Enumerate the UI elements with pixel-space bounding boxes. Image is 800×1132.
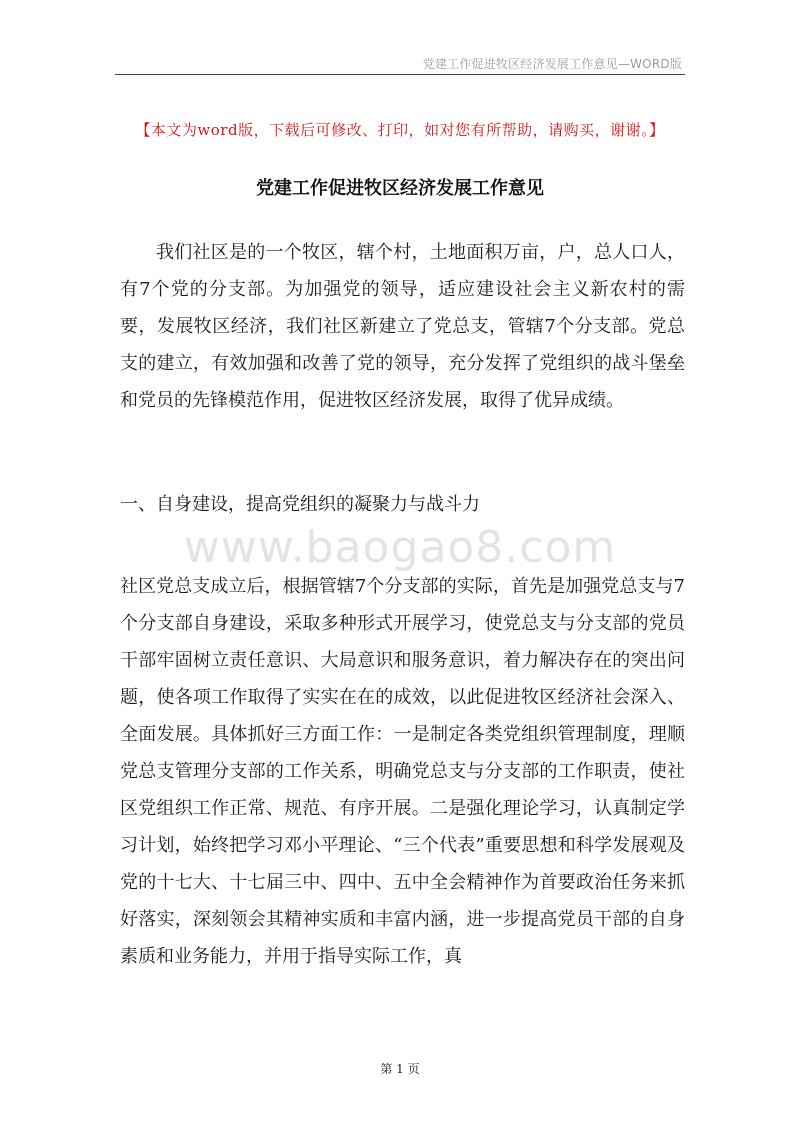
- page-number: 第 1 页: [380, 1062, 420, 1076]
- intro-paragraph: 我们社区是的一个牧区，辖个村，土地面积万亩，户，总人口人，有7个党的分支部。为加强党的领导，适应建设社会主义新农村的需要，发展牧区经济，我们社区新建立了党总支，管辖7个分支部。党总支的建立，有效加强和改善了党的领导，充分发挥了党组织的战斗堡垒和党员的先锋模范作用，促进牧区经济发展，取得了优异成绩。: [120, 242, 685, 411]
- purchase-notice: 【本文为word版，下载后可修改、打印，如对您有所帮助，请购买，谢谢。】: [135, 121, 665, 139]
- section-heading-1: 一、自身建设，提高党组织的凝聚力与战斗力: [120, 494, 480, 515]
- section-1-paragraph: 社区党总支成立后，根据管辖7个分支部的实际，首先是加强党总支与7个分支部自身建设，采取多种形式开展学习，使党总支与分支部的党员干部牢固树立责任意识、大局意识和服务意识，着力解决存在的突出问题，使各项工作取得了实实在在的成效，以此促进牧区经济社会深入、全面发展。具体抓好三方面工作：一是制定各类党组织管理制度，理顺党总支管理分支部的工作关系，明确党总支与分支部的工作职责，使社区党组织工作正常、规范、有序开展。二是强化理论学习，认真制定学习计划，始终把学习邓小平理论、“三个代表”重要思想和科学发展观及党的十七大、十七届三中、四中、五中全会精神作为首要政治任务来抓好落实，深刻领会其精神实质和丰富内涵，进一步提高党员干部的自身素质和业务能力，并用于指导实际工作，真: [120, 576, 685, 967]
- header-divider: [115, 74, 685, 75]
- running-header: 党建工作促进牧区经济发展工作意见—WORD版: [422, 57, 682, 71]
- watermark: www.baogao8.com: [183, 522, 617, 573]
- document-title: 党建工作促进牧区经济发展工作意见: [256, 178, 544, 199]
